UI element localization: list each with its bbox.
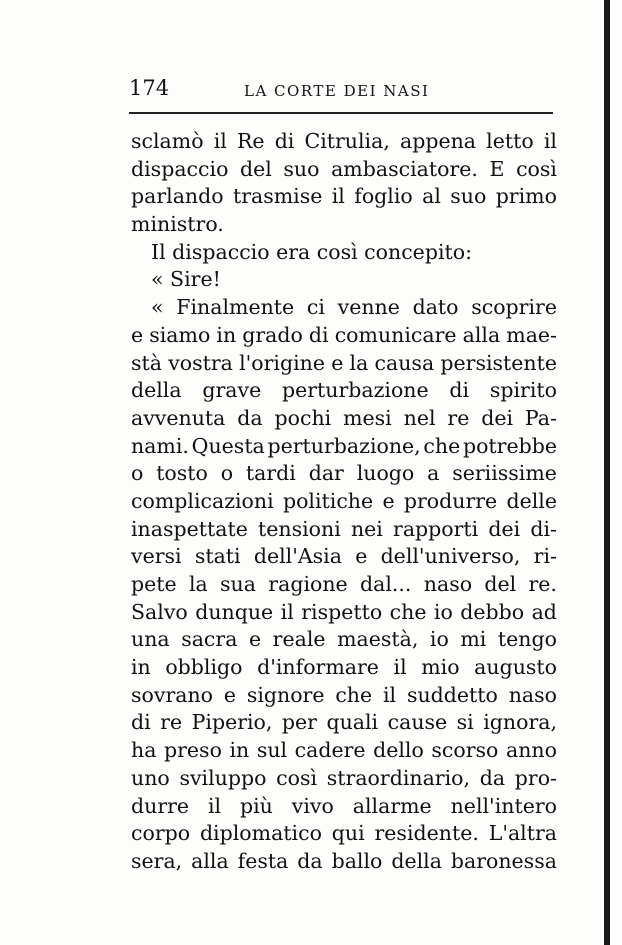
text-line: di re Piperio, per quali cause si ignora, bbox=[131, 710, 557, 735]
text-line: sclamò il Re di Citrulia, appena letto il bbox=[131, 129, 557, 153]
text-line: e siamo in grado di comunicare alla mae- bbox=[131, 322, 557, 347]
text-line: Salvo dunque il rispetto che io debbo ad bbox=[131, 599, 557, 624]
text-line: uno sviluppo così straordinario, da pro- bbox=[131, 765, 557, 790]
text-line: avvenuta da pochi mesi nel re dei Pa- bbox=[131, 405, 557, 430]
page-header bbox=[129, 76, 549, 106]
text-line: ministro. bbox=[131, 212, 224, 237]
text-line: Il dispaccio era così concepito: bbox=[151, 239, 472, 264]
text-line: parlando trasmise il foglio al suo primo bbox=[131, 184, 557, 209]
text-line: dispaccio del suo ambasciatore. E così bbox=[131, 156, 557, 181]
text-line: ha preso in sul cadere dello scorso anno bbox=[131, 738, 557, 763]
text-line: in obbligo d'informare il mio augusto bbox=[131, 655, 557, 680]
text-line: corpo diplomatico qui residente. L'altra bbox=[131, 821, 557, 846]
text-line: inaspettate tensioni nei rapporti dei di- bbox=[131, 516, 557, 541]
text-line: « Sire! bbox=[151, 267, 221, 292]
text-line: « Finalmente ci venne dato scoprire bbox=[151, 295, 557, 320]
body-text bbox=[131, 128, 557, 876]
text-line: stà vostra l'origine e la causa persistente bbox=[131, 350, 557, 375]
text-line: versi stati dell'Asia e dell'universo, ri- bbox=[131, 544, 557, 569]
text-line: nami. Questa perturbazione, che potrebbe bbox=[131, 433, 557, 458]
header-rule bbox=[129, 112, 553, 114]
text-line: pete la sua ragione dal... naso del re. bbox=[131, 572, 557, 596]
page-edge-shadow bbox=[604, 0, 610, 945]
page-number: 174 bbox=[129, 76, 170, 100]
text-line: complicazioni politiche e produrre delle bbox=[131, 488, 557, 513]
text-line: della grave perturbazione di spirito bbox=[131, 378, 557, 403]
text-line: o tosto o tardi dar luogo a seriissime bbox=[131, 461, 557, 486]
text-line: sovrano e signore che il suddetto naso bbox=[131, 682, 557, 707]
running-title: LA CORTE DEI NASI bbox=[244, 82, 430, 100]
text-line: sera, alla festa da ballo della baronessa bbox=[131, 848, 557, 873]
text-line: durre il più vivo allarme nell'intero bbox=[131, 793, 557, 818]
text-line: una sacra e reale maestà, io mi tengo bbox=[131, 627, 557, 652]
